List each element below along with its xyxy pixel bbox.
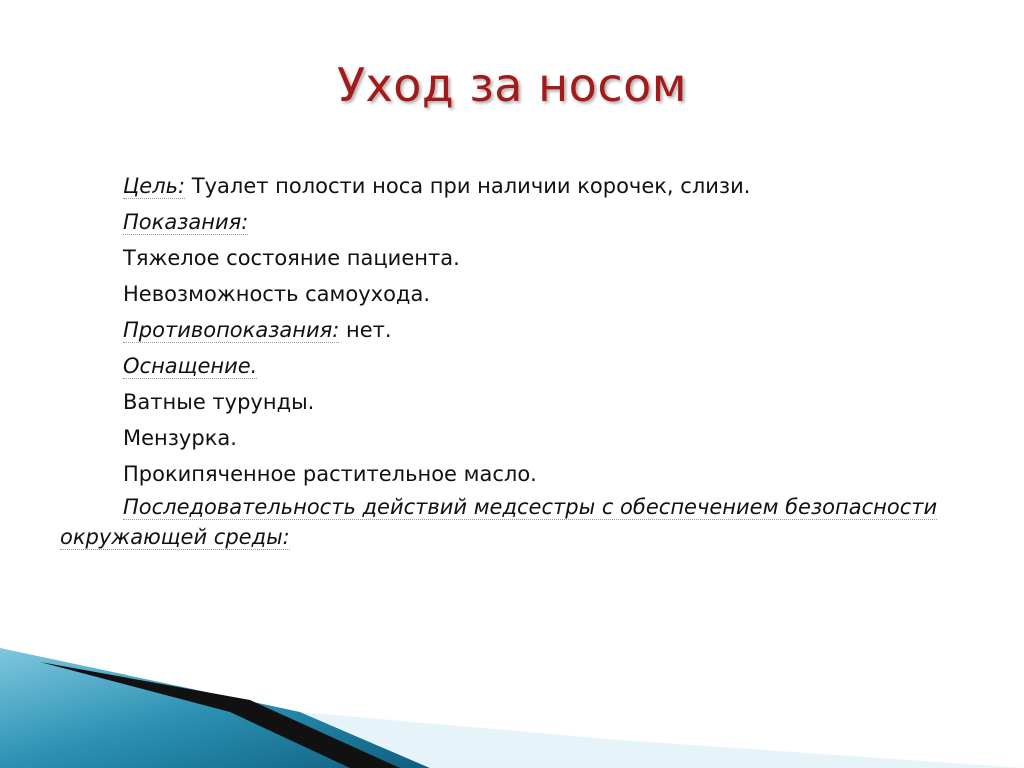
indication-item <box>60 240 960 276</box>
procedure-line <box>60 492 960 552</box>
equipment-item <box>60 384 960 420</box>
equipment-label: Оснащение. <box>123 354 258 378</box>
contraindications-line <box>60 312 960 348</box>
goal-text: Туалет полости носа при наличии корочек, слизи. <box>185 174 751 198</box>
goal-line <box>60 168 960 204</box>
contraindications-label: Противопоказания: <box>123 318 340 342</box>
equipment-text: Прокипяченное растительное масло. <box>123 462 537 486</box>
contraindications-text: нет. <box>339 318 392 342</box>
equipment-item <box>60 456 960 492</box>
indication-text: Невозможность самоухода. <box>123 282 430 306</box>
equipment-text: Ватные турунды. <box>123 390 315 414</box>
equipment-line <box>60 348 960 384</box>
slide-title: Уход за носом <box>337 58 687 112</box>
indications-label: Показания: <box>123 210 249 234</box>
equipment-text: Мензурка. <box>123 426 237 450</box>
equipment-item <box>60 420 960 456</box>
indication-item <box>60 276 960 312</box>
indication-text: Тяжелое состояние пациента. <box>123 246 460 270</box>
procedure-label: Последовательность действий медсестры с обеспечением безопасности окружающей среды: <box>60 495 938 549</box>
goal-label: Цель: <box>123 174 186 198</box>
slide-body <box>60 168 960 552</box>
indications-line <box>60 204 960 240</box>
